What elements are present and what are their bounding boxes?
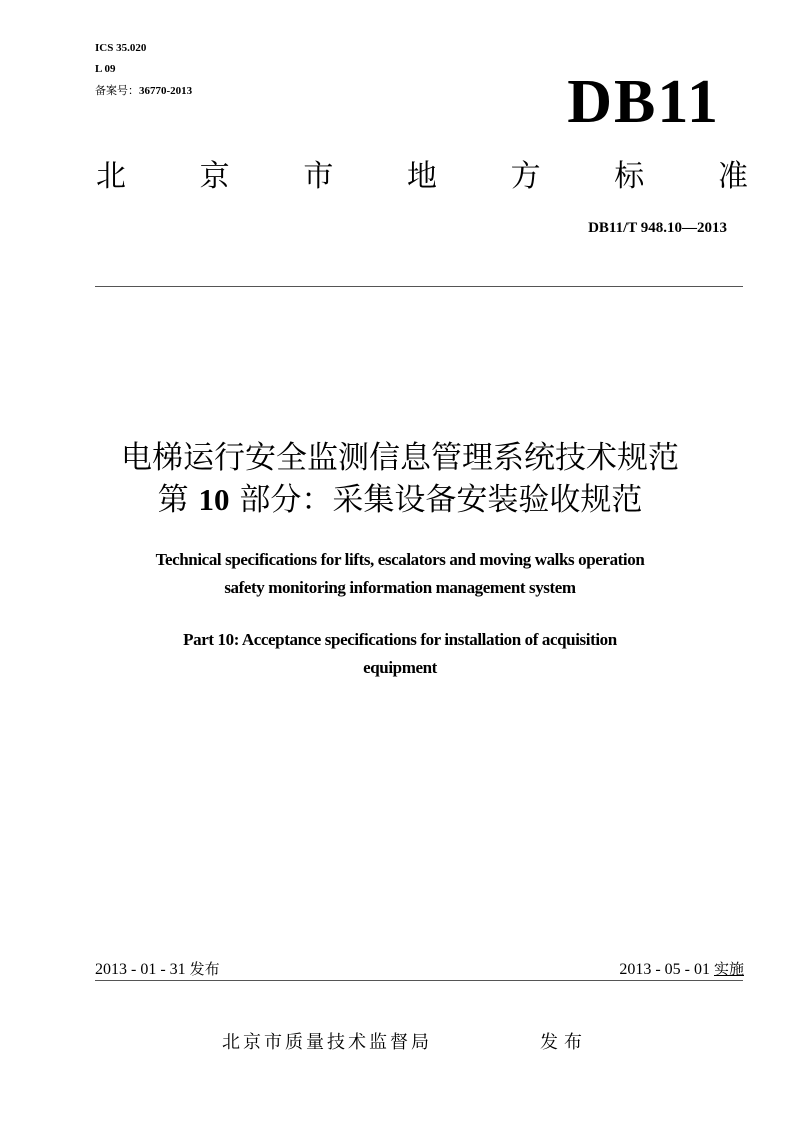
title-part-suffix: 部分：采集设备安装验收规范	[229, 482, 643, 518]
issue-label: 发布	[189, 960, 220, 978]
issue-date	[95, 958, 220, 981]
record-number-label: 备案号：	[95, 84, 139, 97]
english-subtitle-line-1: Part 10: Acceptance specifications for installation of acquisition	[183, 630, 617, 649]
standard-type-char: 北	[96, 159, 126, 194]
publish-label: 发布	[540, 1032, 588, 1053]
standard-type-char: 地	[406, 159, 437, 194]
standard-number: DB11/T 948.10—2013	[588, 220, 727, 236]
record-number-line	[95, 84, 192, 98]
standard-type-char: 市	[303, 159, 334, 194]
issue-date-value: 2013 - 01 - 31	[95, 961, 186, 978]
classification-code: L 09	[95, 63, 116, 75]
chinese-title-line-2	[40, 478, 760, 522]
title-part-number: 10	[198, 482, 230, 517]
standard-type-char: 方	[510, 159, 541, 194]
standard-type	[96, 155, 748, 199]
top-divider	[95, 286, 743, 287]
bottom-divider	[95, 980, 743, 981]
publisher: 北京市质量技术监督局	[222, 1032, 432, 1053]
standard-type-char: 京	[199, 159, 230, 194]
title-part-prefix: 第	[157, 482, 199, 518]
db-mark: DB11	[567, 68, 720, 136]
chinese-title-line-1: 电梯运行安全监测信息管理系统技术规范	[121, 440, 679, 476]
english-title-line-1: Technical specifications for lifts, escalators and moving walks operation	[155, 550, 645, 569]
english-title-line-2: safety monitoring information management system	[224, 578, 576, 597]
implementation-date-value: 2013 - 05 - 01	[619, 961, 710, 978]
implementation-date	[619, 958, 744, 981]
ics-code: ICS 35.020	[95, 42, 147, 54]
standard-type-char: 准	[717, 159, 748, 194]
record-number: 36770-2013	[139, 85, 193, 97]
english-subtitle-line-2: equipment	[363, 658, 437, 677]
standard-type-char: 标	[614, 159, 645, 194]
implementation-label: 实施	[713, 960, 744, 978]
